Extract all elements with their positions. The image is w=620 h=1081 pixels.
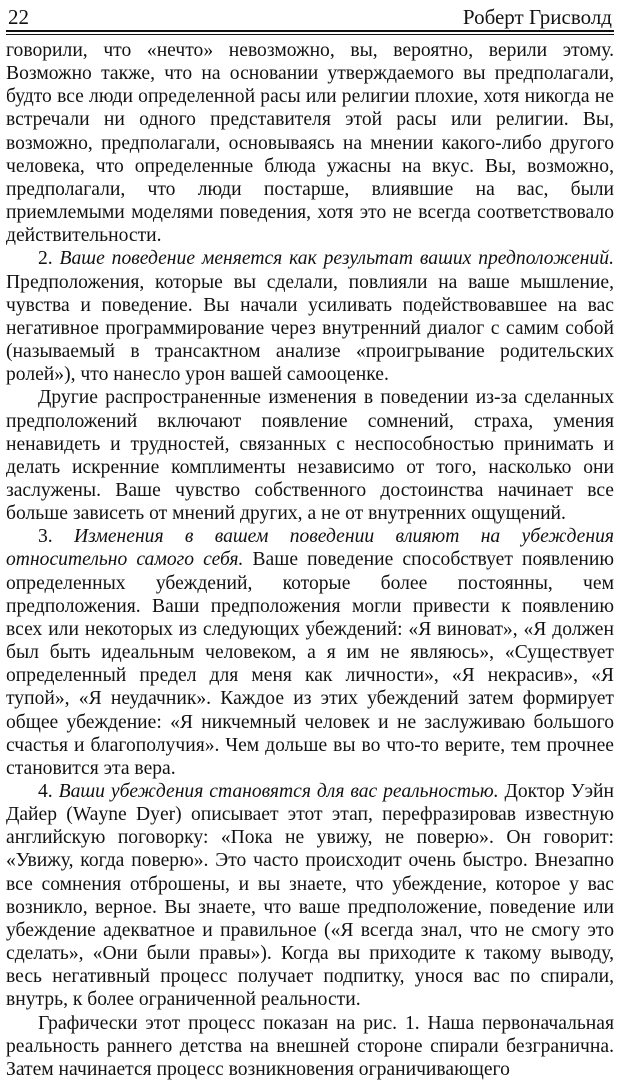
running-title: Роберт Грисволд xyxy=(462,5,612,29)
paragraph xyxy=(6,1012,614,1081)
paragraph-emphasis: Ваши убеждения становятся для вас реальностью. xyxy=(58,781,499,802)
paragraph xyxy=(6,39,614,247)
numbered-paragraph xyxy=(6,247,614,386)
paragraph-number: 4. xyxy=(38,781,59,802)
header-rule-thick xyxy=(6,30,614,32)
page-number: 22 xyxy=(8,5,29,29)
paragraph-text: Графически этот процесс показан на рис. 1. Наша первоначальная реальность раннего детства на внешней стороне спирали безгранична. Затем начинается процесс возникновения ограничивающего xyxy=(6,1012,614,1080)
paragraph-text: Доктор Уэйн Дайер (Wayne Dyer) описывает этот этап, перефразировав известную английскую поговорку: «Пока не увижу, не поверю». Он говорит: «Увижу, когда поверю». Это часто происходит очень быстро. Внезапно все сомнения отброшены, и вы знаете, что убеждение, которое у вас возникло, верное. Вы знаете, что ваше предположение, поведение или убеждение адекватное и правильное («Я всегда знал, что не смогу это сделать», «Они были правы»). Когда вы приходите к такому выводу, весь негативный процесс получает подпитку, унося вас по спирали, внутрь, к более ограниченной реальности. xyxy=(6,781,615,1011)
page-body xyxy=(6,39,614,1081)
paragraph-text: говорили, что «нечто» невозможно, вы, вероятно, верили этому. Возможно также, что на основании утверждаемого вы предполагали, будто все люди определенной расы или религии плохие, хотя никогда не встречали ни одного представителя этой расы или религии. Вы, возможно, предполагали, основываясь на мнении какого-либо другого человека, что определенные блюда ужасны на вкус. Вы, возможно, предполагали, что люди постарше, влиявшие на вас, были приемлемыми моделями поведения, хотя это не всегда соответствовало действительности. xyxy=(6,40,614,247)
running-header xyxy=(6,0,614,28)
paragraph-emphasis: Ваше поведение меняется как результат ваших предположений. xyxy=(59,248,614,270)
numbered-paragraph xyxy=(6,780,614,1012)
paragraph xyxy=(6,386,614,525)
paragraph-text: Ваше поведение способствует появлению определенных убеждений, которые более постоянны, чем предположения. Ваши предположения могли привести к появлению всех или некоторых из следующих убеждений: «Я виноват», «Я должен был быть идеальным человеком, а я им не являюсь», «Существует определенный предел для меня как личности», «Я некрасив», «Я тупой», «Я неудачник». Каждое из этих убеждений затем формирует общее убеждение: «Я никчемный человек и не заслуживаю большого счастья и благополучия». Чем дольше вы во что-то верите, тем прочнее становится эта вера. xyxy=(6,549,615,779)
paragraph-number: 2. xyxy=(38,248,60,270)
numbered-paragraph xyxy=(6,525,614,780)
paragraph-emphasis: Изменения в вашем поведении влияют на убеждения относительно самого себя. xyxy=(6,526,615,571)
paragraph-number: 3. xyxy=(38,526,75,548)
paragraph-text: Предположения, которые вы сделали, повлияли на ваше мышление, чувства и поведение. Вы начали усиливать подействовавшее на вас негативное программирование через внутренний диалог с самим собой (называемый в трансактном анализе «проигрывание родительских ролей»), что нанесло урон вашей самооценке. xyxy=(6,271,614,386)
paragraph-text: Другие распространенные изменения в поведении из-за сделанных предположений включают появление сомнений, страха, умения ненавидеть и трудностей, связанных с неспособностью принимать и делать искренние комплименты независимо от того, насколько они заслужены. Ваше чувство собственного достоинства начинает все больше зависеть от мнений других, а не от внутренних ощущений. xyxy=(6,387,614,525)
header-rule-thin xyxy=(6,34,614,35)
